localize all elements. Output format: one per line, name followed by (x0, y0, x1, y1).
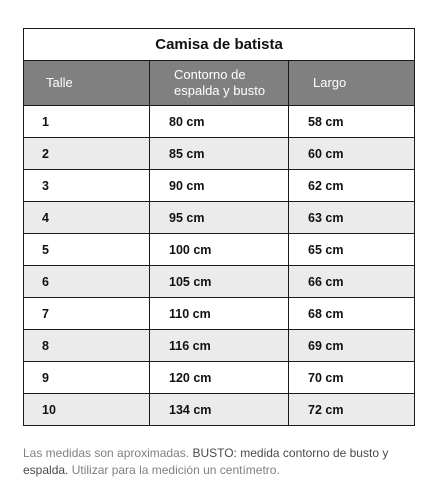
header-contorno (150, 61, 289, 106)
cell-largo: 60 cm (289, 138, 415, 170)
cell-talle: 3 (24, 170, 150, 202)
cell-contorno: 116 cm (150, 330, 289, 362)
size-chart-table (23, 28, 415, 426)
title-row (24, 29, 415, 61)
cell-largo: 66 cm (289, 266, 415, 298)
header-row (24, 61, 415, 106)
cell-contorno: 80 cm (150, 106, 289, 138)
note-instruction: Utilizar para la medición un centímetro. (68, 463, 280, 477)
cell-largo: 68 cm (289, 298, 415, 330)
cell-talle: 6 (24, 266, 150, 298)
cell-talle: 7 (24, 298, 150, 330)
cell-largo: 63 cm (289, 202, 415, 234)
cell-contorno: 90 cm (150, 170, 289, 202)
table-row (24, 170, 415, 202)
cell-talle: 5 (24, 234, 150, 266)
cell-largo: 62 cm (289, 170, 415, 202)
header-contorno-line2: espalda y busto (174, 83, 266, 98)
cell-contorno: 120 cm (150, 362, 289, 394)
note-busto-definition: BUSTO: medida contorno de busto y espalda. (23, 446, 389, 477)
cell-talle: 10 (24, 394, 150, 426)
table-row (24, 330, 415, 362)
table-row (24, 298, 415, 330)
table-row (24, 106, 415, 138)
cell-talle: 4 (24, 202, 150, 234)
cell-contorno: 95 cm (150, 202, 289, 234)
table-row (24, 202, 415, 234)
cell-largo: 69 cm (289, 330, 415, 362)
table-row (24, 234, 415, 266)
table-row (24, 394, 415, 426)
cell-contorno: 100 cm (150, 234, 289, 266)
cell-contorno: 85 cm (150, 138, 289, 170)
header-contorno-line1: Contorno de (174, 67, 246, 82)
note-approximate: Las medidas son aproximadas. (23, 446, 193, 460)
table-title: Camisa de batista (24, 29, 415, 61)
cell-largo: 65 cm (289, 234, 415, 266)
header-talle: Talle (24, 61, 150, 106)
measurement-note (23, 445, 423, 479)
cell-talle: 1 (24, 106, 150, 138)
cell-contorno: 110 cm (150, 298, 289, 330)
cell-talle: 9 (24, 362, 150, 394)
header-largo: Largo (289, 61, 415, 106)
cell-talle: 8 (24, 330, 150, 362)
table-row (24, 362, 415, 394)
cell-largo: 72 cm (289, 394, 415, 426)
cell-largo: 70 cm (289, 362, 415, 394)
cell-contorno: 134 cm (150, 394, 289, 426)
cell-largo: 58 cm (289, 106, 415, 138)
table-row (24, 266, 415, 298)
cell-talle: 2 (24, 138, 150, 170)
table-row (24, 138, 415, 170)
cell-contorno: 105 cm (150, 266, 289, 298)
